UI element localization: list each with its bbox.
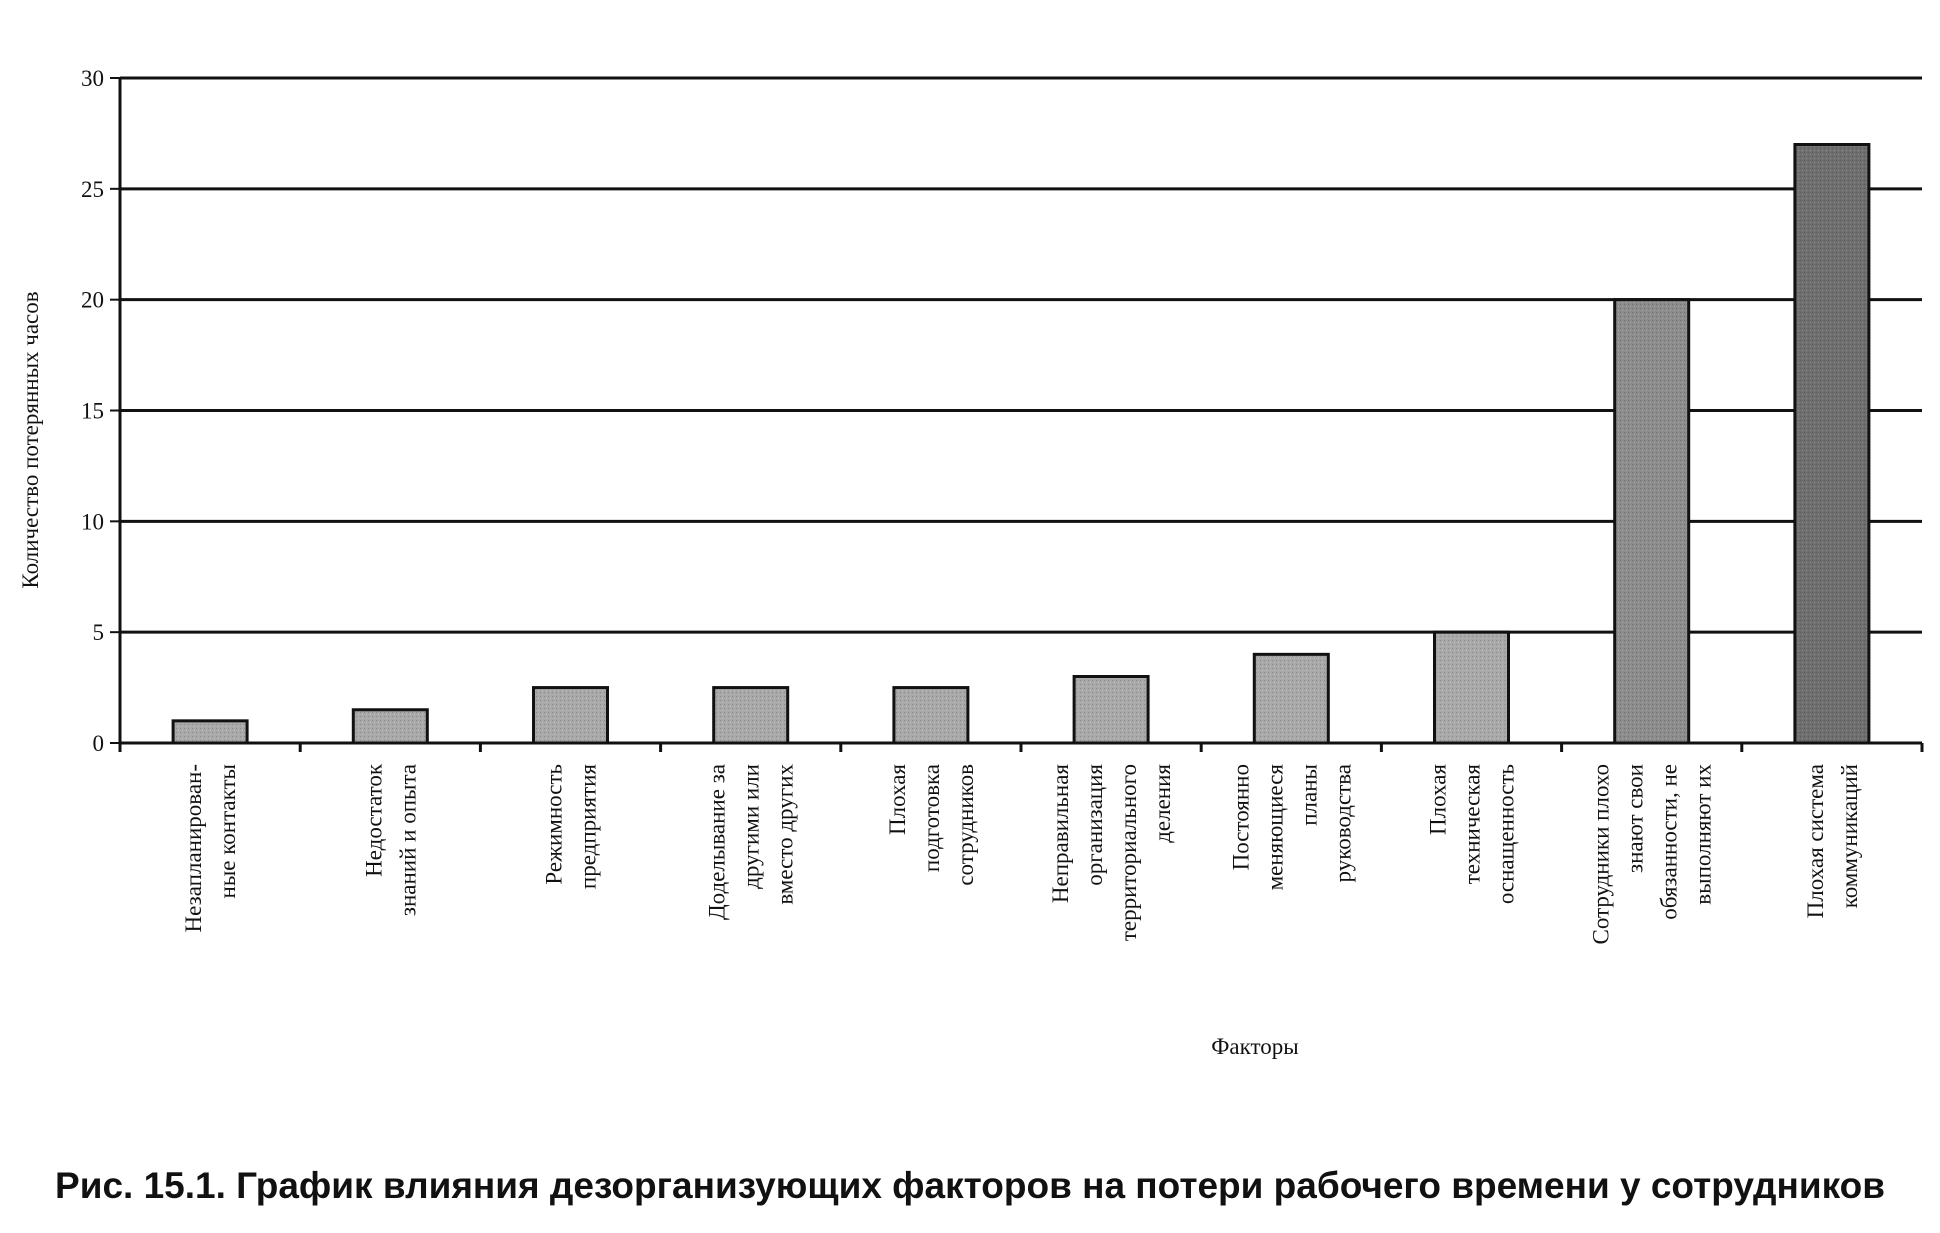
x-tick-label-line: планы	[1296, 764, 1322, 826]
x-tick-label	[1589, 764, 1716, 945]
x-tick-label-line: Незапланирован-	[181, 764, 207, 933]
x-tick-label	[542, 764, 601, 889]
x-tick-label-line: обязанности, не	[1656, 764, 1682, 920]
bar-texture	[716, 690, 786, 741]
y-tick-label: 20	[81, 287, 104, 313]
x-tick-label-line: коммуникаций	[1836, 764, 1862, 909]
y-tick-label: 10	[81, 509, 104, 535]
x-tick-label-line: ные контакты	[215, 764, 241, 899]
x-tick-label	[361, 763, 420, 916]
x-tick-label-line: меняющиеся	[1262, 764, 1288, 891]
x-tick-label-line: предприятия	[575, 764, 601, 890]
bar-texture	[1256, 656, 1326, 741]
x-axis-label: Факторы	[1211, 1034, 1299, 1059]
bar-texture	[175, 723, 245, 741]
x-tick-label-line: подготовка	[918, 764, 944, 873]
x-tick-label	[1228, 764, 1355, 891]
x-tick-label-line: Сотрудники плохо	[1588, 764, 1614, 945]
y-tick-label: 5	[92, 620, 104, 646]
bar-texture	[355, 712, 425, 741]
y-tick-label: 25	[81, 176, 104, 202]
y-tick-label: 0	[92, 731, 104, 756]
bar-texture	[1076, 679, 1146, 742]
x-tick-label-line: Плохая система	[1802, 764, 1828, 919]
x-tick-label-line: Режимность	[541, 764, 567, 885]
x-tick-label-line: знаний и опыта	[395, 764, 421, 917]
x-tick-label-line: знают свои	[1622, 764, 1648, 874]
x-tick-label-line: оснащенность	[1493, 764, 1519, 905]
x-tick-label-line: Плохая	[884, 764, 910, 835]
bar-texture	[1797, 147, 1867, 742]
x-tick-label-line: Неправильная	[1048, 764, 1074, 904]
bar-texture	[1437, 634, 1507, 741]
x-tick-label	[705, 764, 798, 921]
x-tick-label-line: выполняют их	[1690, 764, 1716, 905]
x-tick-label-line: Доделывание за	[704, 764, 730, 921]
x-tick-label-line: организация	[1082, 764, 1108, 886]
bar-texture	[896, 690, 966, 741]
x-tick-label-line: деления	[1150, 764, 1176, 843]
bar-texture	[1617, 302, 1687, 741]
x-tick-label-line: Постоянно	[1228, 764, 1254, 871]
y-tick-label: 15	[81, 398, 104, 424]
x-tick-label	[1048, 764, 1175, 942]
x-tick-label	[885, 764, 978, 886]
x-tick-label-line: руководства	[1330, 764, 1356, 883]
figure-caption: Рис. 15.1. График влияния дезорганизующих факторов на потери рабочего времени у сотрудников	[55, 1165, 1885, 1206]
x-tick-label-line: вместо других	[772, 764, 798, 905]
bar-texture	[536, 690, 606, 741]
x-tick-label-line: Плохая	[1425, 764, 1451, 835]
x-tick-label	[1426, 764, 1519, 905]
x-tick-label-line: техническая	[1459, 764, 1485, 885]
y-tick-label: 30	[81, 66, 104, 91]
x-tick-label	[1803, 764, 1862, 918]
x-tick-label-line: Недостаток	[361, 764, 387, 877]
x-tick-label-line: другими или	[738, 764, 764, 889]
x-tick-label	[181, 764, 240, 932]
x-tick-label-line: территориального	[1116, 764, 1142, 942]
x-tick-label-line: сотрудников	[952, 764, 978, 886]
y-axis-label: Количество потерянных часов	[18, 291, 43, 589]
